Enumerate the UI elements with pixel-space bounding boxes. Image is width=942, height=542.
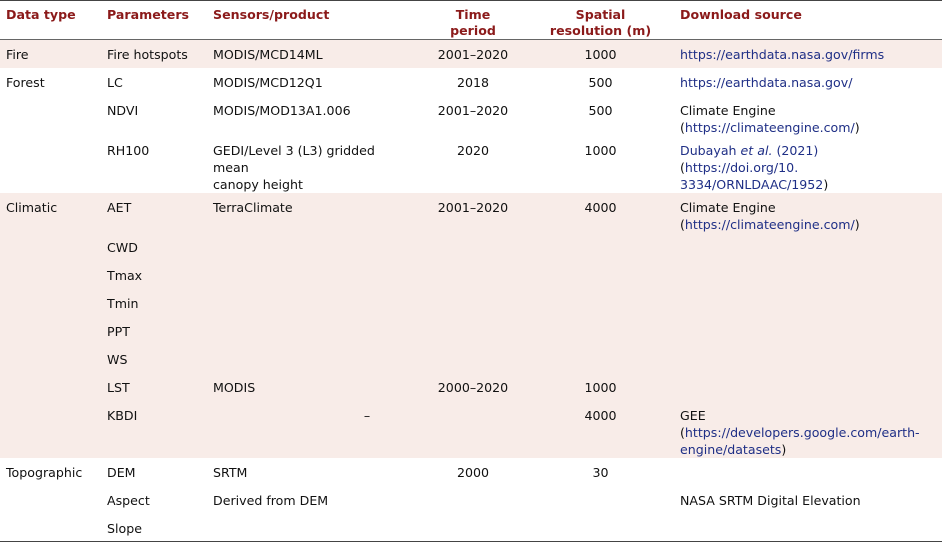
cell-param: DEM <box>107 464 136 480</box>
table-row <box>0 373 942 401</box>
cell-source <box>674 40 942 68</box>
cell-source: Climate Engine (https://climateengine.com/) <box>680 102 860 135</box>
cell-resolution: 30 <box>592 464 609 480</box>
cell-time: 2020 <box>456 142 490 158</box>
source-link-cont[interactable]: engine/datasets <box>680 441 782 457</box>
table-row <box>0 458 942 486</box>
cell-resolution: 4000 <box>527 401 674 458</box>
cell-sensor: SRTM <box>213 464 248 480</box>
cell-resolution: 4000 <box>527 193 674 233</box>
cell-resolution: 1000 <box>527 40 674 68</box>
source-link[interactable]: https://climateengine.com/ <box>684 216 855 232</box>
header-download-source: Download source <box>674 1 942 40</box>
cell-source: Dubayah et al. (2021) (https://doi.org/10. 3334/ORNLDAAC/1952) <box>680 142 829 192</box>
cell-sensor-time: – <box>207 401 527 458</box>
cell-source <box>674 68 942 96</box>
table-row <box>0 514 942 542</box>
table-row <box>0 401 942 458</box>
table-row <box>0 96 942 136</box>
citation-link[interactable]: Dubayah et al. (2021) <box>680 142 819 158</box>
cell-source: NASA SRTM Digital Elevation <box>680 492 861 508</box>
header-spatial-resolution: Spatial resolution (m) <box>527 1 674 40</box>
header-row <box>0 1 942 40</box>
table-row <box>0 345 942 373</box>
source-link[interactable]: https://earthdata.nasa.gov/ <box>680 74 853 90</box>
cell-param: WS <box>101 345 207 373</box>
cell-param: NDVI <box>107 102 139 118</box>
source-link[interactable]: https://climateengine.com/ <box>684 119 855 135</box>
cell-param: Aspect <box>107 492 150 508</box>
cell-resolution: 1000 <box>527 373 674 401</box>
cell-param: Slope <box>101 514 207 542</box>
cell-param: KBDI <box>101 401 207 458</box>
cell-param: RH100 <box>107 142 150 158</box>
header-data-type: Data type <box>0 1 101 40</box>
cell-sensor: Derived from DEM <box>213 492 329 508</box>
table-row <box>0 486 942 514</box>
cell-type: Forest <box>6 74 45 90</box>
table-row <box>0 136 942 193</box>
cell-sensor: MODIS/MCD14ML <box>207 40 419 68</box>
table-row <box>0 193 942 233</box>
source-link-cont[interactable]: 3334/ORNLDAAC/1952 <box>680 176 824 192</box>
source-link[interactable]: https://doi.org/10. <box>684 159 799 175</box>
table-row <box>0 261 942 289</box>
cell-param: PPT <box>101 317 207 345</box>
cell-type: Climatic <box>0 193 101 233</box>
cell-param: LST <box>101 373 207 401</box>
cell-sensor: MODIS/MOD13A1.006 <box>213 102 351 118</box>
cell-time: 2018 <box>456 74 490 90</box>
cell-resolution: 500 <box>588 74 613 90</box>
cell-time: 2000–2020 <box>419 373 527 401</box>
cell-param: CWD <box>101 233 207 261</box>
cell-type: Fire <box>0 40 101 68</box>
cell-type: Topographic <box>6 464 83 480</box>
table-row <box>0 68 942 96</box>
cell-time: 2001–2020 <box>437 102 509 118</box>
cell-time: 2001–2020 <box>419 193 527 233</box>
source-link[interactable]: https://developers.google.com/earth- <box>684 424 920 440</box>
header-time-period: Time period <box>419 1 527 40</box>
cell-param: LC <box>107 74 123 90</box>
cell-param: Tmin <box>101 289 207 317</box>
cell-sensor: MODIS/MCD12Q1 <box>213 74 323 90</box>
cell-sensor: GEDI/Level 3 (L3) gridded mean canopy height <box>213 142 375 192</box>
table-row <box>0 40 942 68</box>
cell-sensor: MODIS <box>207 373 419 401</box>
header-sensors: Sensors/product <box>207 1 419 40</box>
cell-param: Fire hotspots <box>101 40 207 68</box>
table-row <box>0 317 942 345</box>
cell-source: Climate Engine (https://climateengine.com/) <box>674 193 942 233</box>
cell-param: Tmax <box>101 261 207 289</box>
cell-source: GEE (https://developers.google.com/earth- engine/datasets) <box>674 401 942 458</box>
cell-sensor: TerraClimate <box>207 193 419 233</box>
cell-resolution: 500 <box>588 102 613 118</box>
cell-param: AET <box>101 193 207 233</box>
header-parameters: Parameters <box>101 1 207 40</box>
table-row <box>0 233 942 261</box>
table-row <box>0 289 942 317</box>
cell-time: 2000 <box>456 464 490 480</box>
cell-resolution: 1000 <box>584 142 617 158</box>
cell-time: 2001–2020 <box>419 40 527 68</box>
source-link[interactable]: https://earthdata.nasa.gov/firms <box>680 47 885 62</box>
